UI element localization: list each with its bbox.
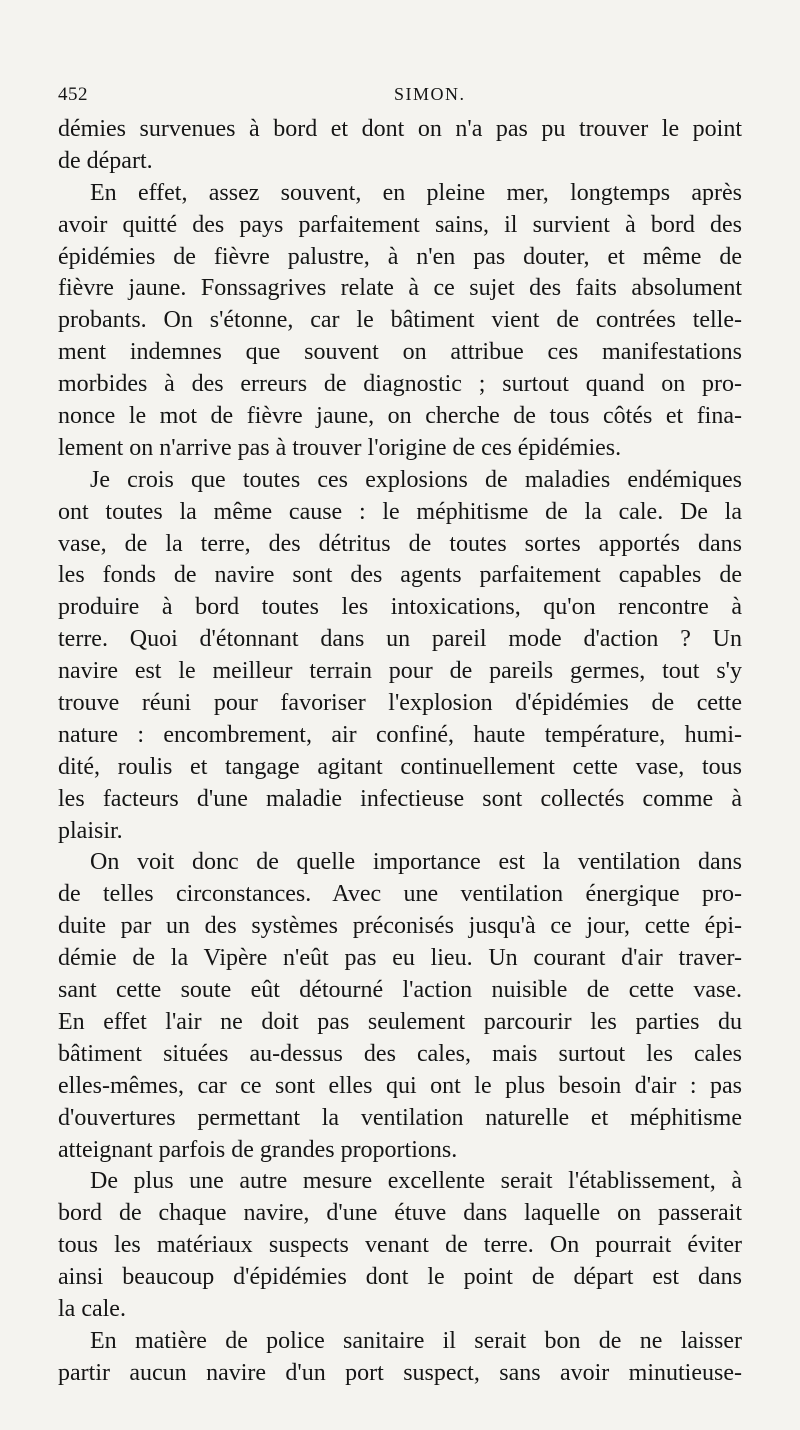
text-line: les fonds de navire sont des agents parfaitement capables de	[58, 562, 742, 589]
text-line: nonce le mot de fièvre jaune, on cherche de tous côtés et fina-	[58, 403, 742, 430]
text-line: de départ.	[58, 147, 153, 174]
text-line: la cale.	[58, 1295, 126, 1322]
text-line: nature : encombrement, air confiné, haute température, humi-	[58, 721, 742, 748]
text-line: ment indemnes que souvent on attribue ces manifestations	[58, 339, 742, 366]
text-line: vase, de la terre, des détritus de toutes sortes apportés dans	[58, 530, 742, 557]
text-line: épidémies de fièvre palustre, à n'en pas douter, et même de	[58, 243, 742, 270]
text-line: lement on n'arrive pas à trouver l'origine de ces épidémies.	[58, 434, 622, 461]
text-line: sant cette soute eût détourné l'action nuisible de cette vase.	[58, 977, 742, 1004]
text-line: elles-mêmes, car ce sont elles qui ont le plus besoin d'air : pas	[58, 1072, 742, 1099]
body-text	[58, 114, 742, 1390]
text-line: démies survenues à bord et dont on n'a pas pu trouver le point	[58, 116, 742, 142]
text-line: ainsi beaucoup d'épidémies dont le point de départ est dans	[58, 1264, 742, 1291]
text-line: probants. On s'étonne, car le bâtiment vient de contrées telle-	[58, 307, 742, 334]
text-line: plaisir.	[58, 817, 123, 844]
text-line: d'ouvertures permettant la ventilation naturelle et méphitisme	[58, 1104, 742, 1131]
running-head: SIMON.	[394, 84, 466, 104]
text-line: fièvre jaune. Fonssagrives relate à ce sujet des faits absolument	[58, 275, 742, 302]
text-line: partir aucun navire d'un port suspect, sans avoir minutieuse-	[58, 1359, 742, 1386]
text-line: les facteurs d'une maladie infectieuse sont collectés comme à	[58, 785, 742, 812]
text-line: morbides à des erreurs de diagnostic ; surtout quand on pro-	[58, 371, 742, 398]
text-line: démie de la Vipère n'eût pas eu lieu. Un courant d'air traver-	[58, 945, 742, 972]
text-line: bord de chaque navire, d'une étuve dans laquelle on passerait	[58, 1200, 742, 1227]
text-line: ont toutes la même cause : le méphitisme de la cale. De la	[58, 498, 742, 525]
page-number: 452	[58, 84, 88, 105]
text-line: En matière de police sanitaire il serait bon de ne laisser	[90, 1327, 742, 1354]
text-line: de telles circonstances. Avec une ventilation énergique pro-	[58, 881, 742, 908]
text-line: tous les matériaux suspects venant de terre. On pourrait éviter	[58, 1232, 742, 1259]
text-line: De plus une autre mesure excellente serait l'établissement, à	[90, 1168, 742, 1195]
page-header	[58, 84, 742, 110]
text-line: navire est le meilleur terrain pour de pareils germes, tout s'y	[58, 658, 742, 685]
text-line: trouve réuni pour favoriser l'explosion d'épidémies de cette	[58, 690, 742, 717]
text-line: terre. Quoi d'étonnant dans un pareil mode d'action ? Un	[58, 626, 742, 653]
text-line: avoir quitté des pays parfaitement sains, il survient à bord des	[58, 211, 742, 238]
text-line: En effet l'air ne doit pas seulement parcourir les parties du	[58, 1008, 742, 1035]
text-line: Je crois que toutes ces explosions de maladies endémiques	[90, 466, 742, 493]
text-line: atteignant parfois de grandes proportions.	[58, 1136, 458, 1163]
text-line: On voit donc de quelle importance est la ventilation dans	[90, 849, 742, 876]
text-line: produire à bord toutes les intoxications, qu'on rencontre à	[58, 594, 742, 621]
text-line: En effet, assez souvent, en pleine mer, longtemps après	[90, 179, 742, 206]
text-line: dité, roulis et tangage agitant continuellement cette vase, tous	[58, 753, 742, 780]
text-line: bâtiment situées au-dessus des cales, mais surtout les cales	[58, 1040, 742, 1067]
text-line: duite par un des systèmes préconisés jusqu'à ce jour, cette épi-	[58, 913, 742, 940]
